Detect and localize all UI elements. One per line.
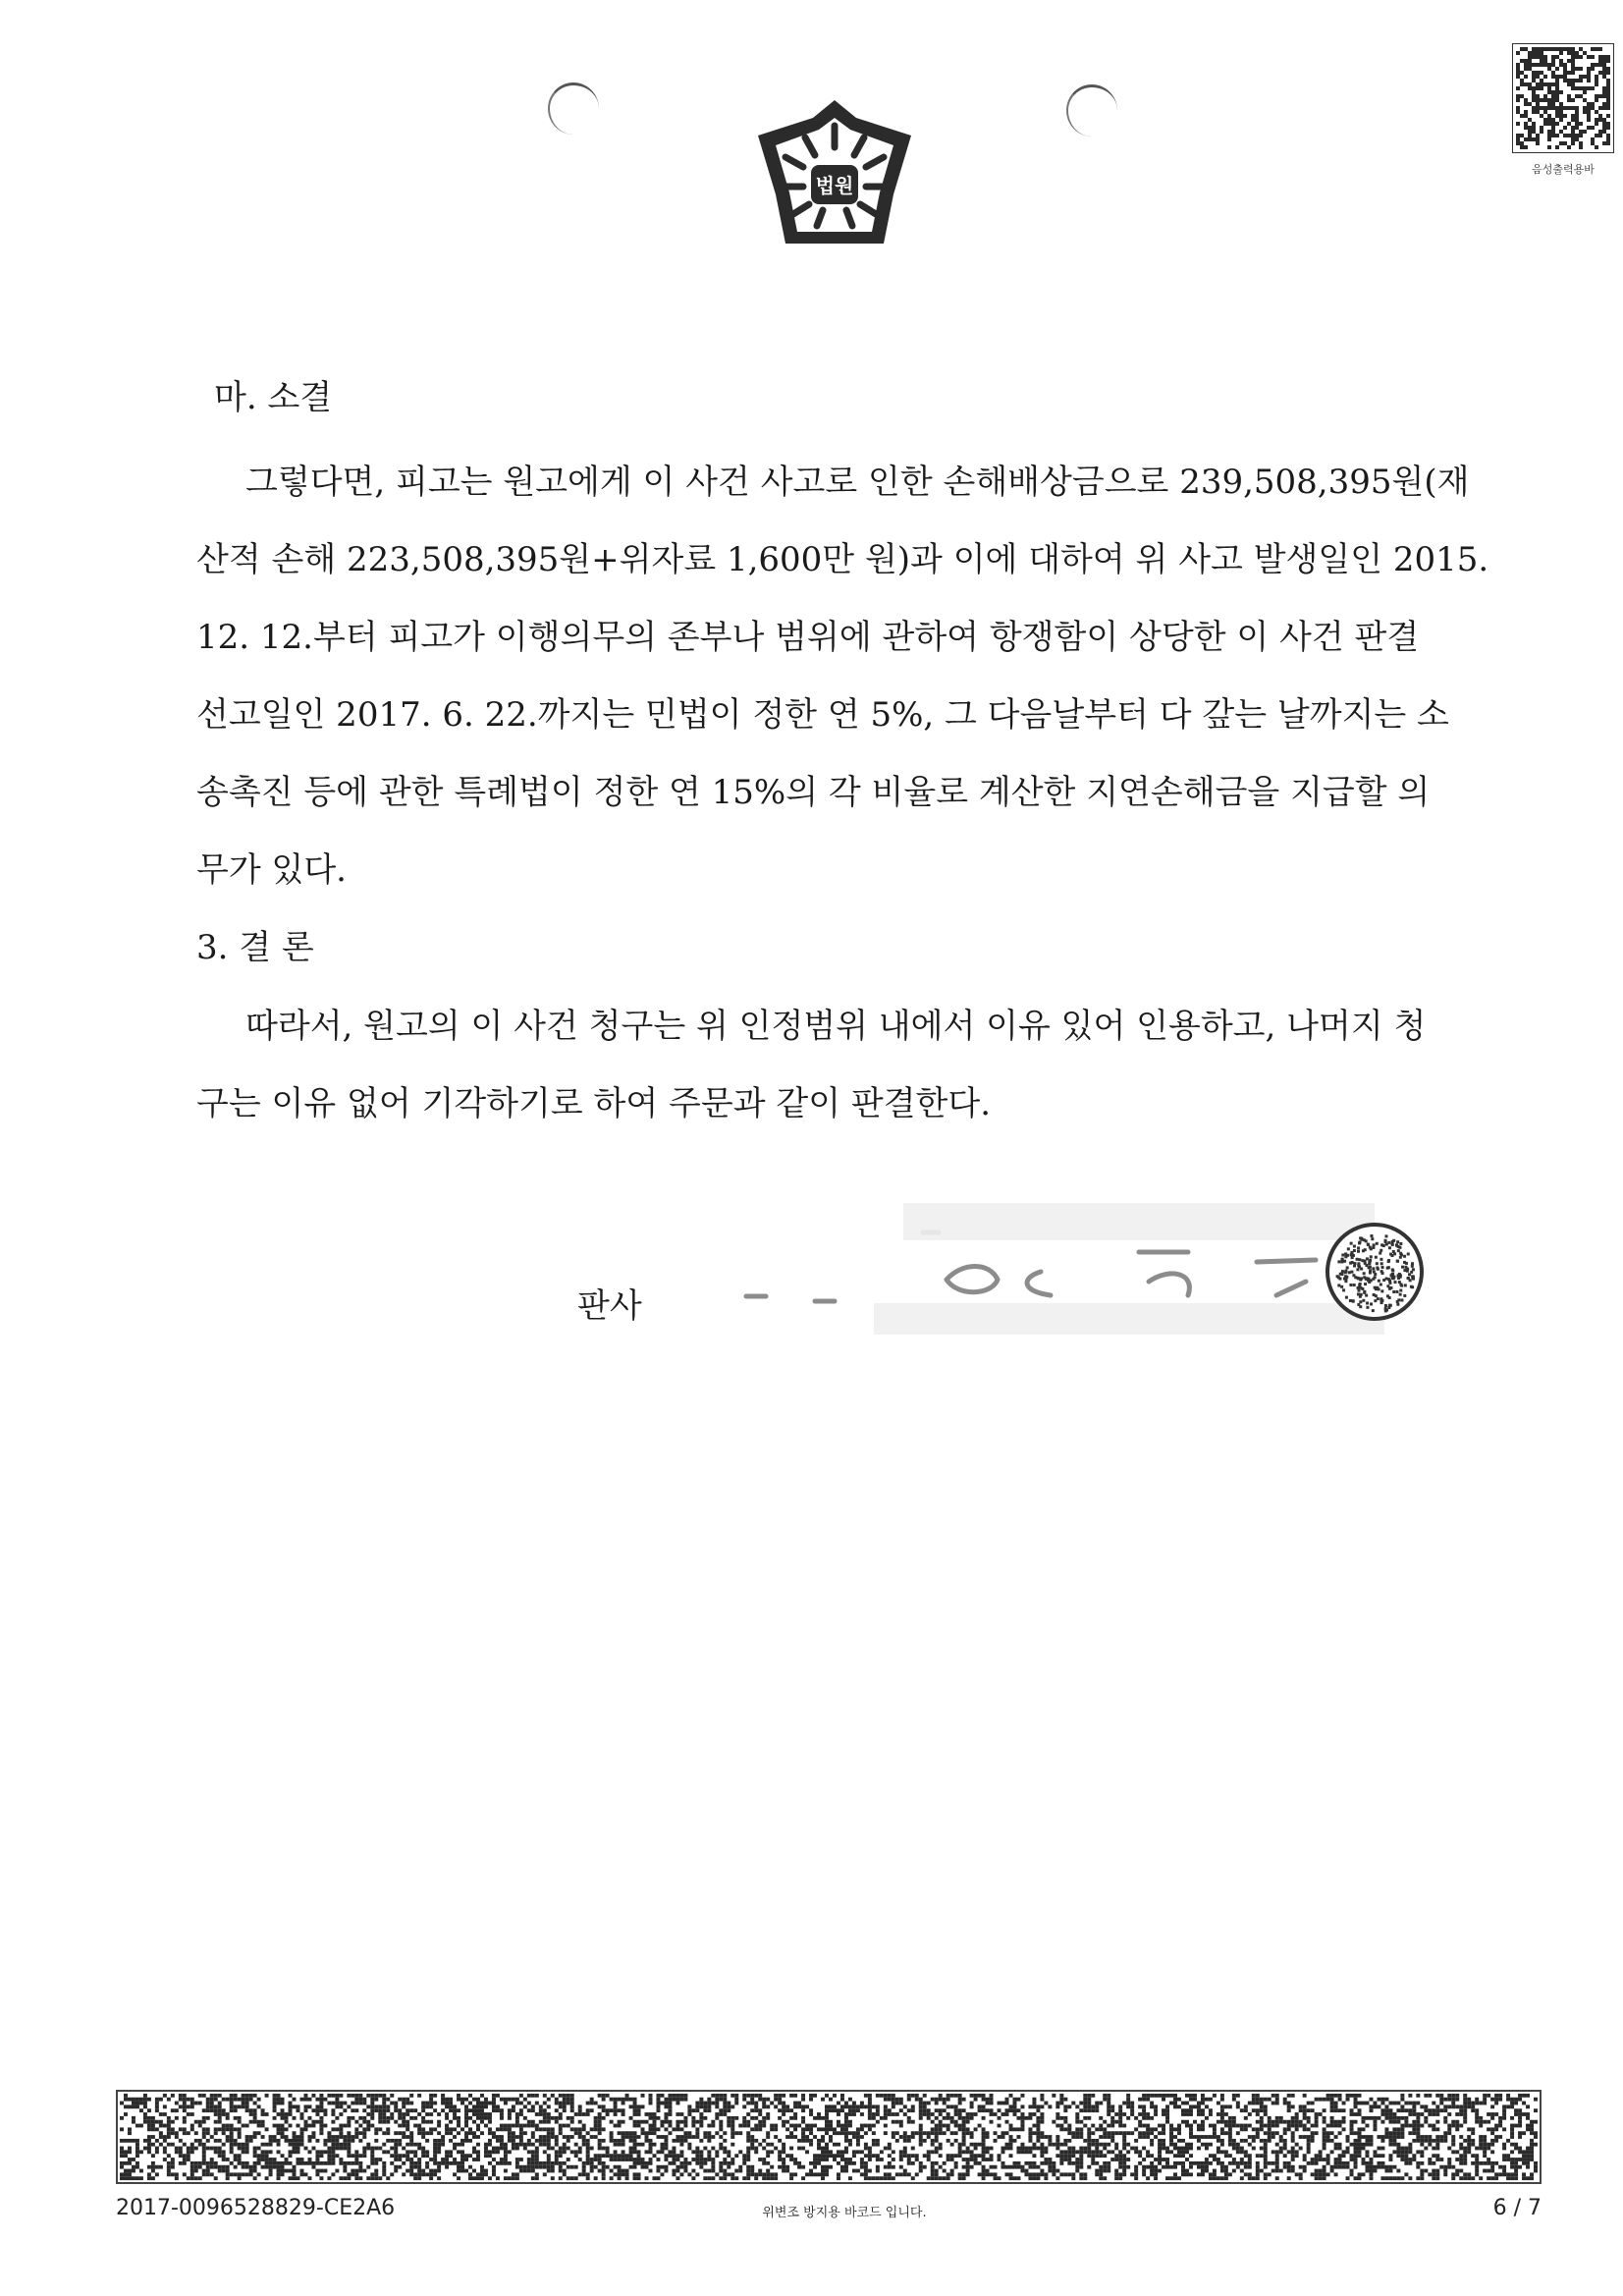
scan-mark-right: [1066, 84, 1117, 137]
emblem-text: 법원: [815, 174, 854, 197]
paragraph-line: 구는 이유 없어 기각하기로 하여 주문과 같이 판결한다.: [196, 1084, 992, 1123]
page-number: 6 / 7: [1492, 2196, 1542, 2220]
qr-code: [1512, 43, 1614, 153]
judge-seal: [1316, 1218, 1434, 1326]
court-emblem-icon: [746, 96, 923, 253]
paragraph-line: 무가 있다.: [196, 850, 347, 890]
barcode-note: 위변조 방지용 바코드 입니다.: [762, 2206, 927, 2220]
paragraph-line: 따라서, 원고의 이 사건 청구는 위 인정범위 내에서 이유 있어 인용하고, 나머지 청: [245, 1007, 1427, 1046]
judge-label: 판사: [577, 1286, 642, 1326]
paragraph-line: 송촉진 등에 관한 특례법이 정한 연 15%의 각 비율로 계산한 지연손해금을 지급할 의: [196, 773, 1431, 812]
document-number: 2017-0096528829-CE2A6: [116, 2196, 396, 2220]
paragraph-line: 12. 12.부터 피고가 이행의무의 존부나 범위에 관하여 항쟁함이 상당한 이 사건 판결: [196, 618, 1420, 657]
section-heading-ma: 마. 소결: [214, 378, 333, 417]
qr-code-label: 음성출력용바: [1532, 163, 1595, 176]
anti-forgery-barcode: [116, 2090, 1542, 2184]
paragraph-line: 그렇다면, 피고는 원고에게 이 사건 사고로 인한 손해배상금으로 239,508,395원(재: [245, 463, 1470, 502]
paragraph-line: 산적 손해 223,508,395원+위자료 1,600만 원)과 이에 대하여 위 사고 발생일인 2015.: [196, 540, 1489, 579]
section-heading-conclusion: 3. 결 론: [196, 928, 314, 967]
scan-mark-left: [548, 82, 599, 135]
paragraph-line: 선고일인 2017. 6. 22.까지는 민법이 정한 연 5%, 그 다음날부터 다 갚는 날까지는 소: [196, 695, 1449, 735]
